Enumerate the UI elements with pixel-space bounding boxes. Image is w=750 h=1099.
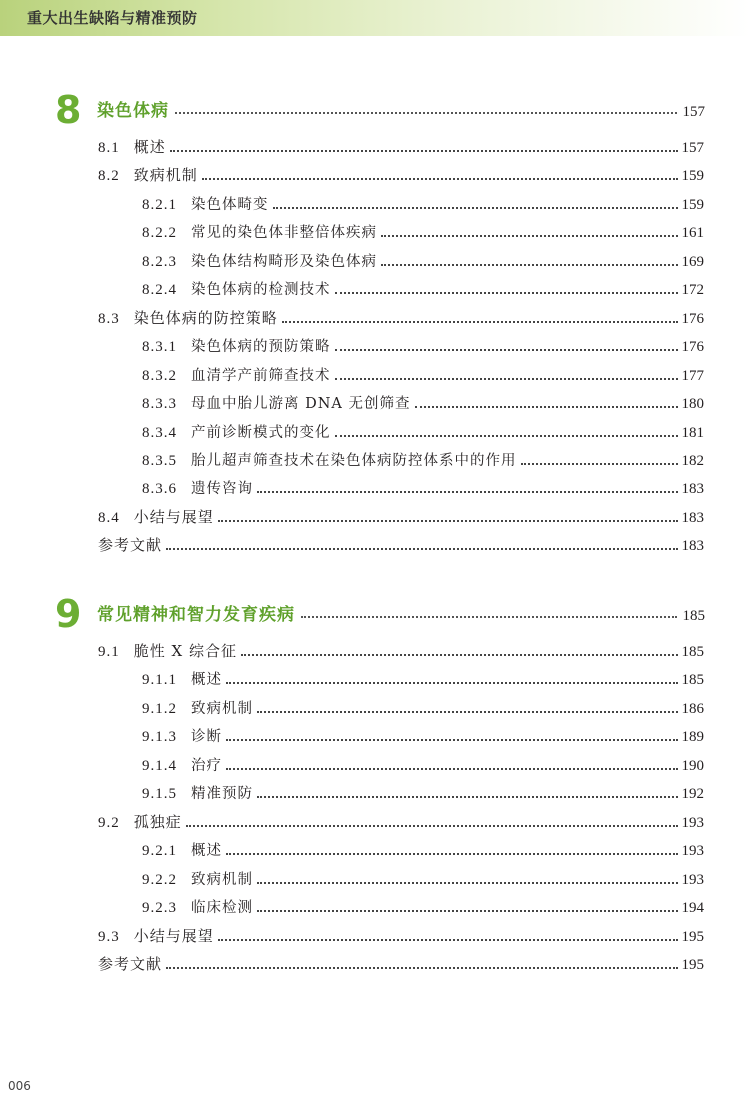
section-number: 9.1 [98,644,120,660]
chapter-number: 8 [55,88,82,132]
section-title: 精准预防 [191,786,253,803]
section-title: 概述 [191,843,222,860]
dot-leader [381,264,678,266]
page-number: 176 [681,339,704,356]
page-number: 185 [681,672,704,689]
section-number: 9.1.3 [142,729,177,746]
section-title: 致病机制 [191,700,253,717]
section-title: 血清学产前筛查技术 [191,367,331,384]
page-number: 193 [681,814,704,831]
toc-entry[interactable] [142,868,704,892]
toc-entry[interactable] [142,896,704,920]
book-title: 重大出生缺陷与精准预防 [27,9,198,27]
dot-leader [257,910,678,912]
section-title: 小结与展望 [133,507,214,526]
section-number: 9.1.4 [142,757,177,774]
dot-leader [335,435,678,437]
section-number: 9.2.3 [142,900,177,917]
toc-entry[interactable] [98,953,704,977]
toc-entry[interactable] [142,221,704,245]
page-number: 169 [681,253,704,270]
toc-entry[interactable] [142,754,704,778]
section-title: 诊断 [191,729,222,746]
chapter-9-heading[interactable] [55,592,705,636]
page-number: 185 [682,608,705,624]
page-number: 193 [681,843,704,860]
page-number: 177 [681,367,704,384]
dot-leader [257,882,678,884]
section-title: 染色体病的防控策略 [133,308,278,327]
section-title: 参考文献 [98,536,163,555]
section-number: 9.2.2 [142,871,177,888]
page-number: 186 [681,700,704,717]
section-title: 染色体结构畸形及染色体病 [191,253,377,270]
toc-entry[interactable] [98,506,704,530]
dot-leader [335,292,678,294]
section-number: 8.3.1 [142,339,177,356]
section-number: 8.2.2 [142,225,177,242]
section-number: 9.1.5 [142,786,177,803]
toc-entry[interactable] [142,449,704,473]
dot-leader [381,235,678,237]
page-number: 157 [682,104,705,120]
section-number: 9.1.1 [142,672,177,689]
section-title: 概述 [191,672,222,689]
toc-entry[interactable] [142,364,704,388]
page-number: 195 [681,956,704,973]
section-title: 治疗 [191,757,222,774]
dot-leader [257,796,678,798]
dot-leader [335,349,678,351]
section-number: 8.3.6 [142,481,177,498]
dot-leader [218,939,678,941]
section-number: 9.1.2 [142,700,177,717]
toc-entry[interactable] [142,250,704,274]
page-number: 183 [681,538,704,555]
section-title: 致病机制 [191,871,253,888]
section-number: 8.4 [98,509,120,526]
toc-entry[interactable] [142,697,704,721]
page-number: 176 [681,310,704,327]
page-number: 183 [681,481,704,498]
toc-entry[interactable] [98,164,704,188]
toc-entry[interactable] [98,925,704,949]
dot-leader [218,520,678,522]
page-number: 161 [681,225,704,242]
section-title: 遗传咨询 [191,481,253,498]
section-title: 染色体畸变 [191,196,269,213]
section-number: 8.3 [98,310,120,327]
section-title: 参考文献 [98,954,163,973]
page-number: 180 [681,396,704,413]
dot-leader [241,654,678,656]
page-number: 193 [681,871,704,888]
section-title: 常见的染色体非整倍体疾病 [191,225,377,242]
chapter-title: 常见精神和智力发育疾病 [97,605,295,625]
toc-entry[interactable] [98,811,704,835]
section-number: 8.2.1 [142,196,177,213]
section-title: 母血中胎儿游离 DNA 无创筛查 [191,396,411,413]
page-number: 182 [681,452,704,469]
section-title: 孤独症 [133,812,182,831]
folio-page-number: 006 [8,1079,31,1093]
toc-entry[interactable] [142,839,704,863]
dot-leader [166,967,677,969]
section-title: 概述 [133,138,166,156]
section-number: 8.2.4 [142,282,177,299]
dot-leader [257,711,678,713]
section-title: 脆性 X 综合征 [133,642,237,660]
section-number: 8.2.3 [142,253,177,270]
section-title: 临床检测 [191,900,253,917]
toc-entry[interactable] [98,307,704,331]
dot-leader [226,768,678,770]
section-title: 致病机制 [133,166,198,185]
toc-entry[interactable] [98,640,704,664]
dot-leader [257,491,678,493]
page-number: 194 [681,900,704,917]
section-number: 8.3.4 [142,424,177,441]
chapter-8-heading[interactable] [55,88,705,132]
dot-leader [226,739,678,741]
page-number: 172 [681,282,704,299]
page-number: 181 [681,424,704,441]
dot-leader [521,463,678,465]
section-title: 小结与展望 [133,926,214,945]
dot-leader [415,406,678,408]
section-number: 8.1 [98,140,120,156]
section-title: 染色体病的预防策略 [191,339,331,356]
page-number: 159 [681,196,704,213]
toc-entry[interactable] [98,136,704,160]
page-number: 192 [681,786,704,803]
section-title: 胎儿超声筛查技术在染色体病防控体系中的作用 [191,452,517,469]
dot-leader [335,378,678,380]
toc-entry[interactable] [142,193,704,217]
toc-entry[interactable] [142,668,704,692]
section-number: 8.3.5 [142,452,177,469]
page-number: 189 [681,729,704,746]
chapter-title: 染色体病 [97,101,169,121]
dot-leader [186,825,678,827]
dot-leader [273,207,678,209]
dot-leader [170,150,678,152]
dot-leader [226,682,678,684]
toc-entry[interactable] [142,782,704,806]
toc-entry[interactable] [98,534,704,558]
toc-entry[interactable] [142,335,704,359]
section-number: 9.2.1 [142,843,177,860]
page-number: 159 [681,168,704,185]
page-number: 157 [681,140,704,156]
section-title: 产前诊断模式的变化 [191,424,331,441]
dot-leader [175,112,677,114]
chapter-number: 9 [55,592,82,636]
section-title: 染色体病的检测技术 [191,282,331,299]
section-number: 8.3.2 [142,367,177,384]
section-number: 9.3 [98,928,120,945]
dot-leader [282,321,678,323]
page-number: 185 [681,644,704,660]
section-number: 9.2 [98,814,120,831]
section-number: 8.2 [98,168,120,185]
toc-entry[interactable] [142,421,704,445]
dot-leader [166,548,677,550]
page-number: 190 [681,757,704,774]
toc-entry[interactable] [142,477,704,501]
section-number: 8.3.3 [142,396,177,413]
dot-leader [226,853,678,855]
page-number: 183 [681,509,704,526]
dot-leader [301,616,677,618]
page-number: 195 [681,928,704,945]
toc-entry[interactable] [142,725,704,749]
toc-entry[interactable] [142,278,704,302]
dot-leader [202,178,678,180]
toc-entry[interactable] [142,392,704,416]
